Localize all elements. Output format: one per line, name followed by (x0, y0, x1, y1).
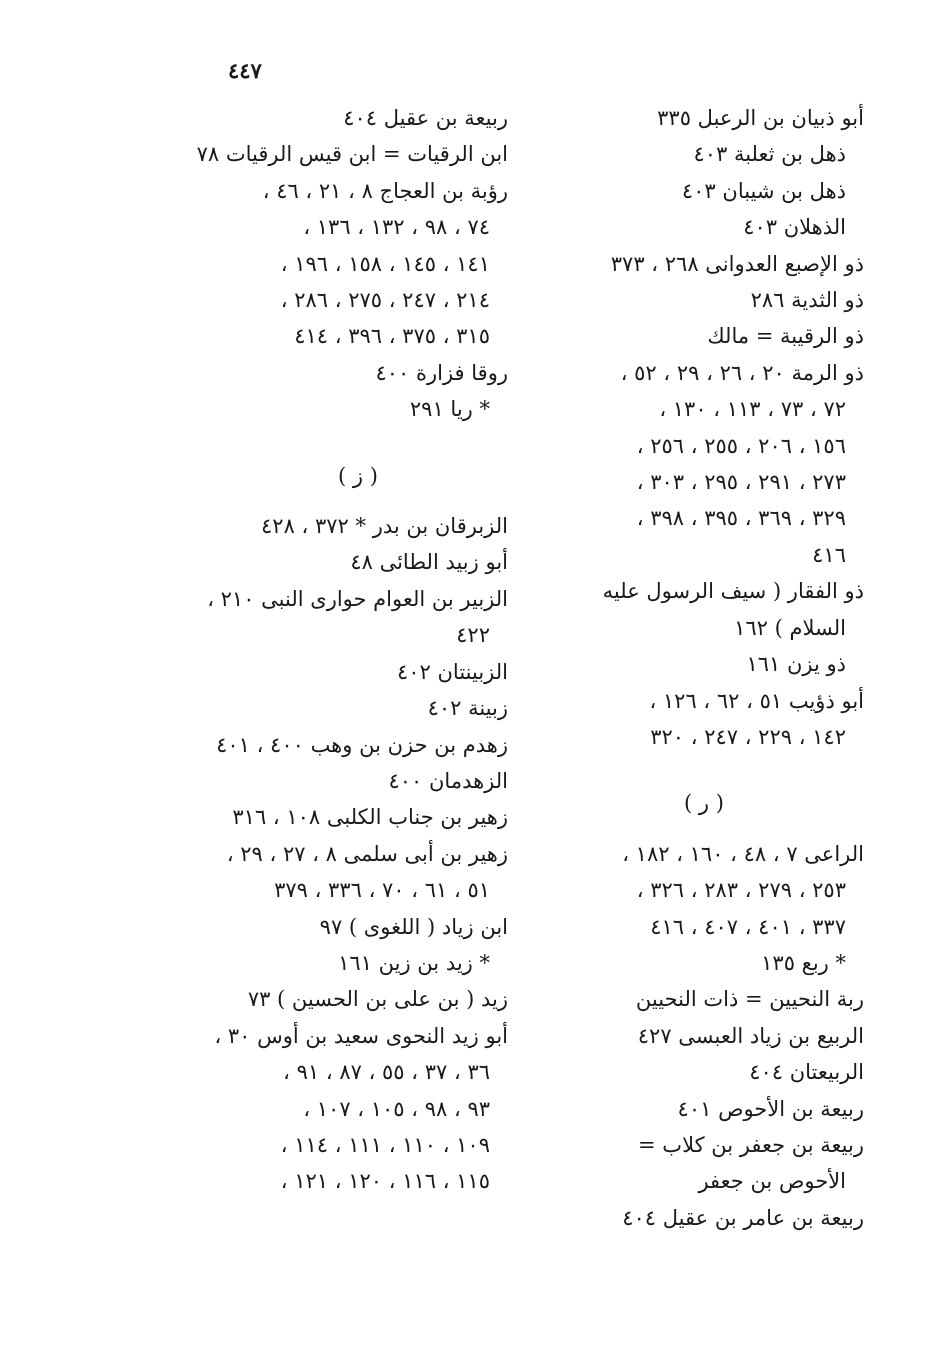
index-entry-line: ذو الرمة ٢٠ ، ٢٦ ، ٢٩ ، ٥٢ ، (620, 360, 864, 385)
index-entry-line: ٥١ ، ٦١ ، ٧٠ ، ٣٣٦ ، ٣٧٩ (274, 878, 490, 903)
index-entry-line: الزبير بن العوام حوارى النبى ٢١٠ ، (207, 586, 508, 611)
index-entry-line: الزبينتان ٤٠٢ (396, 659, 508, 684)
index-entry-line: ذو الفقار ( سيف الرسول عليه (602, 579, 864, 604)
entries-ra-block (544, 836, 864, 1236)
index-entry-line: ربة النحيين = ذات النحيين (635, 987, 864, 1012)
index-entry-line: الربيعتان ٤٠٤ (749, 1060, 864, 1085)
index-column-left (196, 100, 508, 1200)
index-entry-line: الربيع بن زياد العبسى ٤٢٧ (637, 1023, 864, 1048)
index-entry-line: زهدم بن حزن بن وهب ٤٠٠ ، ٤٠١ (216, 732, 508, 757)
page-number: ٤٤٧ (228, 58, 262, 83)
index-entry-line: ٢١٤ ، ٢٤٧ ، ٢٧٥ ، ٢٨٦ ، (280, 288, 490, 313)
index-column-right (544, 100, 864, 1236)
index-entry-line: زيد ( بن على بن الحسين ) ٧٣ (247, 987, 508, 1012)
index-entry-line: ١٠٩ ، ١١٠ ، ١١١ ، ١١٤ ، (280, 1132, 490, 1157)
index-entry-line: ابن زياد ( اللغوى ) ٩٧ (319, 914, 508, 939)
index-entry-line: الزهدمان ٤٠٠ (388, 768, 508, 793)
index-entry-line: الزبرقان بن بدر * ٣٧٢ ، ٤٢٨ (261, 514, 508, 539)
index-entry-line: ذو الثدية ٢٨٦ (750, 288, 864, 313)
index-entry-line: ربيعة بن جعفر بن كلاب = (638, 1132, 864, 1157)
index-entry-line: روقا فزارة ٤٠٠ (375, 360, 508, 385)
index-entry-line: الذهلان ٤٠٣ (743, 215, 846, 240)
index-entry-line: زهير بن جناب الكلبى ١٠٨ ، ٣١٦ (232, 805, 508, 830)
index-entry-line: ٧٢ ، ٧٣ ، ١١٣ ، ١٣٠ ، (659, 397, 846, 422)
index-entry-line: ١١٥ ، ١١٦ ، ١٢٠ ، ١٢١ ، (280, 1169, 490, 1194)
index-entry-line: ذو يزن ١٦١ (746, 652, 846, 677)
section-header-ra: ( ر ) (684, 791, 724, 816)
entries-ra-continued-block (196, 100, 508, 428)
entries-zay-block (208, 508, 508, 1200)
index-entry-line: ١٥٦ ، ٢٠٦ ، ٢٥٥ ، ٢٥٦ ، (636, 433, 846, 458)
index-entry-line: ربيعة بن الأحوص ٤٠١ (677, 1096, 864, 1121)
index-entry-line: أبو ذبيان بن الرعبل ٣٣٥ (657, 106, 864, 130)
index-entry-line: * ربع ١٣٥ (761, 950, 846, 975)
index-entry-line: ابن الرقيات = ابن قيس الرقيات ٧٨ (196, 142, 508, 167)
index-entry-line: أبو زبيد الطائى ٤٨ (350, 550, 508, 575)
index-entry-line: زهير بن أبى سلمى ٨ ، ٢٧ ، ٢٩ ، (226, 841, 508, 866)
index-entry-line: رؤبة بن العجاج ٨ ، ٢١ ، ٤٦ ، (262, 178, 508, 203)
index-entry-line: ذو الإصبع العدوانى ٢٦٨ ، ٣٧٣ (610, 251, 864, 276)
index-entry-line: ١٤١ ، ١٤٥ ، ١٥٨ ، ١٩٦ ، (280, 251, 490, 276)
index-entry-line: ٤١٦ (812, 542, 846, 567)
entries-dhal-block (544, 100, 864, 755)
index-entry-line: السلام ) ١٦٢ (734, 615, 846, 640)
index-entry-line: ٧٤ ، ٩٨ ، ١٣٢ ، ١٣٦ ، (303, 215, 490, 240)
index-entry-line: الأحوص بن جعفر (698, 1169, 846, 1194)
index-entry-line: * زيد بن زين ١٦١ (338, 950, 490, 975)
index-entry-line: ٣٦ ، ٣٧ ، ٥٥ ، ٨٧ ، ٩١ ، (283, 1060, 490, 1085)
index-entry-line: ٣٢٩ ، ٣٦٩ ، ٣٩٥ ، ٣٩٨ ، (636, 506, 846, 531)
index-entry-line: الراعى ٧ ، ٤٨ ، ١٦٠ ، ١٨٢ ، (622, 841, 864, 866)
index-entry-line: * ريا ٢٩١ (409, 397, 490, 422)
index-entry-line: ٢٥٣ ، ٢٧٩ ، ٢٨٣ ، ٣٢٦ ، (636, 878, 846, 903)
index-entry-line: ذهل بن ثعلبة ٤٠٣ (693, 142, 846, 167)
index-entry-line: أبو زيد النحوى سعيد بن أوس ٣٠ ، (214, 1023, 508, 1048)
index-entry-line: ٣٣٧ ، ٤٠١ ، ٤٠٧ ، ٤١٦ (650, 914, 846, 939)
index-entry-line: ربيعة بن عامر بن عقيل ٤٠٤ (622, 1205, 864, 1230)
index-entry-line: ربيعة بن عقيل ٤٠٤ (343, 106, 508, 130)
index-entry-line: ١٤٢ ، ٢٢٩ ، ٢٤٧ ، ٣٢٠ (650, 724, 846, 749)
section-header-zay: ( ز ) (338, 463, 378, 488)
index-entry-line: ٤٢٢ (456, 623, 490, 648)
index-entry-line: ٣١٥ ، ٣٧٥ ، ٣٩٦ ، ٤١٤ (294, 324, 490, 349)
index-entry-line: زبينة ٤٠٢ (427, 696, 508, 721)
index-entry-line: ٩٣ ، ٩٨ ، ١٠٥ ، ١٠٧ ، (303, 1096, 490, 1121)
index-entry-line: ذو الرقيبة = مالك (707, 324, 864, 349)
index-entry-line: ٢٧٣ ، ٢٩١ ، ٢٩٥ ، ٣٠٣ ، (636, 470, 846, 495)
index-entry-line: ذهل بن شيبان ٤٠٣ (681, 178, 846, 203)
index-entry-line: أبو ذؤيب ٥١ ، ٦٢ ، ١٢٦ ، (649, 688, 864, 713)
